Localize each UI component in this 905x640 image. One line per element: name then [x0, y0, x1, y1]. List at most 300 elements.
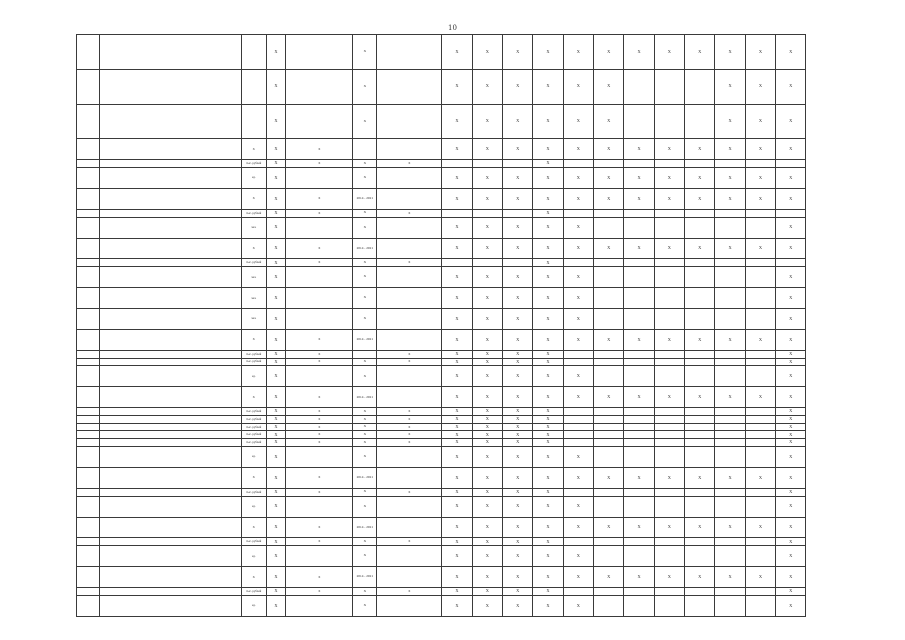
- value-cell: X: [685, 238, 715, 259]
- responsible-cell: [286, 69, 353, 104]
- value-cell: [745, 488, 775, 496]
- value-cell: [624, 423, 654, 431]
- row-number-cell: [77, 431, 100, 439]
- value-cell: X: [715, 330, 745, 351]
- period-cell: X: [353, 538, 377, 546]
- row-number-cell: [77, 309, 100, 330]
- value-cell: X: [502, 408, 532, 416]
- value-cell: X: [533, 366, 563, 387]
- indicator-name-cell: [99, 139, 241, 160]
- value-cell: X: [472, 358, 502, 366]
- value-cell: X: [472, 446, 502, 467]
- value-cell: [624, 496, 654, 517]
- value-cell: X: [533, 546, 563, 567]
- value-cell: X: [442, 538, 472, 546]
- value-cell: [685, 488, 715, 496]
- unit-cell: чел.: [241, 288, 266, 309]
- value-cell: [594, 288, 624, 309]
- value-cell: [624, 309, 654, 330]
- value-cell: [715, 309, 745, 330]
- value-cell: X: [594, 387, 624, 408]
- value-cell: [745, 267, 775, 288]
- value-cell: [685, 104, 715, 139]
- executor-cell: X: [377, 488, 442, 496]
- value-cell: X: [533, 188, 563, 209]
- basis-cell: X: [266, 408, 286, 416]
- value-cell: [654, 496, 684, 517]
- value-cell: X: [624, 35, 654, 70]
- basis-cell: X: [266, 188, 286, 209]
- responsible-cell: X: [286, 439, 353, 447]
- value-cell: X: [685, 517, 715, 538]
- value-cell: [594, 439, 624, 447]
- unit-cell: X: [241, 188, 266, 209]
- value-cell: [745, 160, 775, 168]
- value-cell: X: [502, 330, 532, 351]
- value-cell: [745, 423, 775, 431]
- period-cell: X: [353, 69, 377, 104]
- value-cell: X: [442, 517, 472, 538]
- executor-cell: X: [377, 259, 442, 267]
- row-number-cell: [77, 267, 100, 288]
- period-cell: X: [353, 160, 377, 168]
- value-cell: X: [442, 104, 472, 139]
- table-row: [77, 488, 837, 496]
- unit-cell: тыс. рублей: [241, 408, 266, 416]
- value-cell: X: [563, 69, 593, 104]
- basis-cell: X: [266, 431, 286, 439]
- value-cell: [654, 488, 684, 496]
- value-cell: X: [533, 350, 563, 358]
- responsible-cell: X: [286, 517, 353, 538]
- value-cell: [715, 350, 745, 358]
- value-cell: [594, 217, 624, 238]
- row-number-cell: [77, 259, 100, 267]
- responsible-cell: X: [286, 567, 353, 588]
- indicator-name-cell: [99, 595, 241, 616]
- value-cell: X: [533, 538, 563, 546]
- value-cell: X: [594, 188, 624, 209]
- value-cell: [624, 488, 654, 496]
- unit-cell: X: [241, 467, 266, 488]
- indicator-name-cell: [99, 259, 241, 267]
- executor-cell: X: [377, 431, 442, 439]
- unit-cell: тыс. рублей: [241, 431, 266, 439]
- value-cell: X: [442, 238, 472, 259]
- period-cell: X: [353, 408, 377, 416]
- value-cell: X: [715, 238, 745, 259]
- period-cell: X: [353, 496, 377, 517]
- value-cell: [685, 160, 715, 168]
- table-row: [77, 288, 837, 309]
- value-cell: X: [776, 423, 806, 431]
- period-cell: 2014 - 2021: [353, 567, 377, 588]
- unit-cell: ед.: [241, 595, 266, 616]
- value-cell: X: [533, 588, 563, 596]
- responsible-cell: X: [286, 408, 353, 416]
- value-cell: X: [715, 69, 745, 104]
- value-cell: X: [472, 188, 502, 209]
- value-cell: X: [594, 104, 624, 139]
- value-cell: [502, 209, 532, 217]
- value-cell: [685, 69, 715, 104]
- indicator-name-cell: [99, 387, 241, 408]
- value-cell: [715, 488, 745, 496]
- value-cell: X: [624, 567, 654, 588]
- table-row: [77, 188, 837, 209]
- row-number-cell: [77, 366, 100, 387]
- value-cell: X: [472, 139, 502, 160]
- basis-cell: X: [266, 496, 286, 517]
- value-cell: X: [685, 139, 715, 160]
- value-cell: X: [442, 496, 472, 517]
- indicator-name-cell: [99, 366, 241, 387]
- value-cell: X: [533, 387, 563, 408]
- responsible-cell: [286, 446, 353, 467]
- unit-cell: X: [241, 517, 266, 538]
- value-cell: X: [502, 309, 532, 330]
- value-cell: X: [502, 595, 532, 616]
- row-number-cell: [77, 439, 100, 447]
- value-cell: X: [654, 139, 684, 160]
- value-cell: [472, 160, 502, 168]
- unit-cell: тыс. рублей: [241, 423, 266, 431]
- value-cell: [685, 267, 715, 288]
- executor-cell: [377, 366, 442, 387]
- value-cell: [685, 496, 715, 517]
- value-cell: [594, 350, 624, 358]
- value-cell: X: [533, 567, 563, 588]
- table-row: [77, 267, 837, 288]
- executor-cell: X: [377, 423, 442, 431]
- executor-cell: [377, 546, 442, 567]
- unit-cell: ед.: [241, 496, 266, 517]
- value-cell: X: [563, 267, 593, 288]
- table-row: [77, 567, 837, 588]
- value-cell: [563, 439, 593, 447]
- executor-cell: [377, 69, 442, 104]
- row-number-cell: [77, 104, 100, 139]
- indicator-name-cell: [99, 309, 241, 330]
- value-cell: X: [533, 259, 563, 267]
- value-cell: [685, 358, 715, 366]
- period-cell: X: [353, 209, 377, 217]
- basis-cell: X: [266, 588, 286, 596]
- responsible-cell: X: [286, 188, 353, 209]
- value-cell: X: [776, 188, 806, 209]
- value-cell: X: [502, 104, 532, 139]
- value-cell: X: [563, 188, 593, 209]
- value-cell: X: [776, 595, 806, 616]
- value-cell: X: [654, 167, 684, 188]
- basis-cell: X: [266, 69, 286, 104]
- value-cell: [745, 431, 775, 439]
- unit-cell: тыс. рублей: [241, 416, 266, 424]
- indicator-name-cell: [99, 69, 241, 104]
- table-row: [77, 259, 837, 267]
- value-cell: X: [472, 288, 502, 309]
- value-cell: X: [472, 431, 502, 439]
- table-row: [77, 423, 837, 431]
- table-row: [77, 167, 837, 188]
- value-cell: [624, 267, 654, 288]
- value-cell: X: [442, 167, 472, 188]
- value-cell: [594, 595, 624, 616]
- value-cell: X: [472, 366, 502, 387]
- value-cell: X: [533, 139, 563, 160]
- value-cell: X: [533, 446, 563, 467]
- value-cell: [715, 366, 745, 387]
- value-cell: X: [442, 439, 472, 447]
- executor-cell: [377, 309, 442, 330]
- value-cell: [654, 69, 684, 104]
- value-cell: [715, 358, 745, 366]
- value-cell: X: [533, 408, 563, 416]
- value-cell: X: [654, 330, 684, 351]
- unit-cell: [241, 104, 266, 139]
- value-cell: X: [745, 35, 775, 70]
- value-cell: X: [776, 546, 806, 567]
- period-cell: X: [353, 217, 377, 238]
- value-cell: [715, 538, 745, 546]
- value-cell: X: [442, 35, 472, 70]
- unit-cell: X: [241, 139, 266, 160]
- table-row: [77, 350, 837, 358]
- basis-cell: X: [266, 167, 286, 188]
- value-cell: [715, 546, 745, 567]
- value-cell: X: [776, 408, 806, 416]
- executor-cell: [377, 330, 442, 351]
- value-cell: X: [502, 35, 532, 70]
- value-cell: [442, 259, 472, 267]
- value-cell: [654, 423, 684, 431]
- indicator-name-cell: [99, 546, 241, 567]
- value-cell: X: [594, 238, 624, 259]
- value-cell: [654, 595, 684, 616]
- value-cell: X: [776, 488, 806, 496]
- value-cell: X: [776, 446, 806, 467]
- value-cell: X: [563, 217, 593, 238]
- value-cell: X: [685, 387, 715, 408]
- responsible-cell: X: [286, 209, 353, 217]
- executor-cell: X: [377, 350, 442, 358]
- value-cell: X: [472, 467, 502, 488]
- basis-cell: X: [266, 104, 286, 139]
- value-cell: X: [502, 496, 532, 517]
- table-row: [77, 431, 837, 439]
- executor-cell: [377, 496, 442, 517]
- value-cell: X: [502, 366, 532, 387]
- value-cell: X: [533, 358, 563, 366]
- responsible-cell: [286, 309, 353, 330]
- value-cell: X: [442, 366, 472, 387]
- value-cell: X: [715, 517, 745, 538]
- value-cell: [563, 358, 593, 366]
- value-cell: X: [533, 35, 563, 70]
- row-number-cell: [77, 567, 100, 588]
- value-cell: [654, 267, 684, 288]
- table-row: [77, 330, 837, 351]
- value-cell: [685, 366, 715, 387]
- value-cell: X: [472, 488, 502, 496]
- executor-cell: X: [377, 538, 442, 546]
- value-cell: X: [472, 517, 502, 538]
- value-cell: X: [472, 439, 502, 447]
- value-cell: [654, 439, 684, 447]
- executor-cell: [377, 167, 442, 188]
- value-cell: X: [776, 330, 806, 351]
- value-cell: X: [776, 416, 806, 424]
- value-cell: [776, 259, 806, 267]
- value-cell: [654, 546, 684, 567]
- value-cell: X: [776, 567, 806, 588]
- value-cell: X: [624, 188, 654, 209]
- value-cell: X: [442, 467, 472, 488]
- value-cell: [654, 366, 684, 387]
- value-cell: X: [442, 309, 472, 330]
- value-cell: [594, 496, 624, 517]
- indicator-name-cell: [99, 160, 241, 168]
- value-cell: [563, 588, 593, 596]
- row-number-cell: [77, 416, 100, 424]
- value-cell: X: [533, 209, 563, 217]
- value-cell: [745, 446, 775, 467]
- executor-cell: [377, 387, 442, 408]
- value-cell: X: [776, 35, 806, 70]
- basis-cell: X: [266, 160, 286, 168]
- basis-cell: X: [266, 330, 286, 351]
- table-row: [77, 104, 837, 139]
- value-cell: [624, 439, 654, 447]
- basis-cell: X: [266, 366, 286, 387]
- value-cell: X: [776, 167, 806, 188]
- executor-cell: X: [377, 209, 442, 217]
- value-cell: X: [442, 188, 472, 209]
- basis-cell: X: [266, 139, 286, 160]
- executor-cell: X: [377, 358, 442, 366]
- value-cell: [745, 439, 775, 447]
- basis-cell: X: [266, 546, 286, 567]
- value-cell: X: [563, 595, 593, 616]
- value-cell: X: [472, 69, 502, 104]
- value-cell: X: [563, 446, 593, 467]
- value-cell: X: [563, 309, 593, 330]
- period-cell: X: [353, 309, 377, 330]
- value-cell: X: [533, 423, 563, 431]
- value-cell: [624, 160, 654, 168]
- value-cell: X: [533, 309, 563, 330]
- value-cell: [715, 595, 745, 616]
- value-cell: X: [776, 139, 806, 160]
- value-cell: [745, 350, 775, 358]
- value-cell: [745, 595, 775, 616]
- responsible-cell: X: [286, 416, 353, 424]
- table-row: [77, 439, 837, 447]
- basis-cell: X: [266, 309, 286, 330]
- value-cell: X: [776, 217, 806, 238]
- value-cell: X: [654, 238, 684, 259]
- value-cell: [594, 431, 624, 439]
- row-number-cell: [77, 288, 100, 309]
- value-cell: X: [624, 238, 654, 259]
- value-cell: [624, 350, 654, 358]
- value-cell: X: [533, 238, 563, 259]
- value-cell: [685, 439, 715, 447]
- unit-cell: тыс. рублей: [241, 160, 266, 168]
- value-cell: [685, 446, 715, 467]
- value-cell: [715, 408, 745, 416]
- value-cell: X: [624, 467, 654, 488]
- value-cell: [594, 446, 624, 467]
- value-cell: [715, 496, 745, 517]
- indicator-name-cell: [99, 431, 241, 439]
- period-cell: 2014 - 2021: [353, 517, 377, 538]
- table-row: [77, 358, 837, 366]
- value-cell: X: [533, 69, 563, 104]
- value-cell: [654, 431, 684, 439]
- executor-cell: [377, 446, 442, 467]
- value-cell: [624, 416, 654, 424]
- value-cell: [715, 431, 745, 439]
- value-cell: X: [502, 588, 532, 596]
- row-number-cell: [77, 488, 100, 496]
- period-cell: X: [353, 431, 377, 439]
- row-number-cell: [77, 446, 100, 467]
- basis-cell: X: [266, 350, 286, 358]
- value-cell: X: [624, 139, 654, 160]
- row-number-cell: [77, 517, 100, 538]
- basis-cell: X: [266, 488, 286, 496]
- value-cell: X: [594, 567, 624, 588]
- period-cell: X: [353, 595, 377, 616]
- value-cell: [563, 350, 593, 358]
- value-cell: [654, 160, 684, 168]
- value-cell: X: [594, 330, 624, 351]
- value-cell: X: [533, 439, 563, 447]
- period-cell: X: [353, 416, 377, 424]
- period-cell: 2014 - 2021: [353, 387, 377, 408]
- responsible-cell: X: [286, 423, 353, 431]
- period-cell: X: [353, 35, 377, 70]
- value-cell: [472, 209, 502, 217]
- executor-cell: [377, 217, 442, 238]
- unit-cell: тыс. рублей: [241, 350, 266, 358]
- page-number: 10: [448, 24, 457, 32]
- responsible-cell: X: [286, 488, 353, 496]
- unit-cell: [241, 35, 266, 70]
- value-cell: [745, 366, 775, 387]
- value-cell: X: [745, 387, 775, 408]
- table-row: [77, 387, 837, 408]
- value-cell: X: [472, 330, 502, 351]
- value-cell: [745, 588, 775, 596]
- indicator-name-cell: [99, 167, 241, 188]
- basis-cell: X: [266, 595, 286, 616]
- value-cell: X: [472, 309, 502, 330]
- value-cell: [594, 538, 624, 546]
- value-cell: [624, 288, 654, 309]
- basis-cell: X: [266, 35, 286, 70]
- indicator-name-cell: [99, 439, 241, 447]
- value-cell: X: [472, 416, 502, 424]
- value-cell: X: [472, 546, 502, 567]
- value-cell: [715, 439, 745, 447]
- value-cell: [624, 546, 654, 567]
- basis-cell: X: [266, 288, 286, 309]
- value-cell: X: [685, 35, 715, 70]
- row-number-cell: [77, 467, 100, 488]
- value-cell: X: [533, 431, 563, 439]
